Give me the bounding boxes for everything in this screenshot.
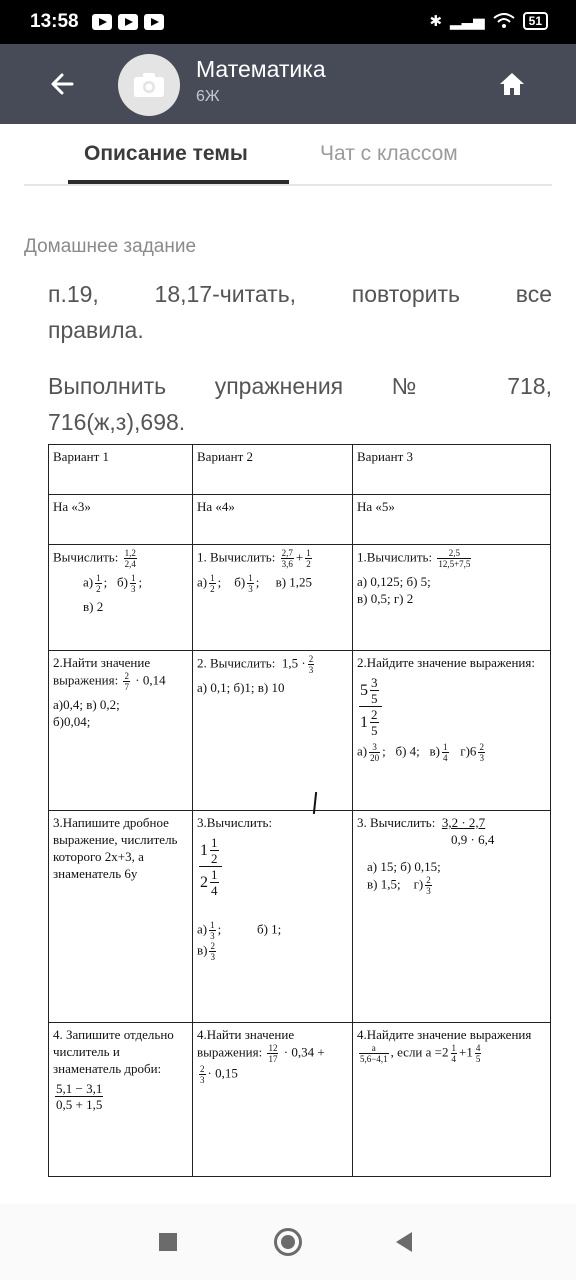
camera-icon xyxy=(133,72,165,98)
task-cell: 2. Вычислить: 1,5 · $\frac{2}{3}$ а) 0,1; б)1; в) 10 xyxy=(193,651,353,811)
active-tab-indicator xyxy=(68,180,289,184)
tab-class-chat[interactable]: Чат с классом xyxy=(320,142,458,165)
complex-fraction: 5 $\frac{3}{5}$ 1 $\frac{2}{5}$ xyxy=(359,675,382,738)
recent-apps-icon[interactable] xyxy=(159,1233,177,1251)
table-header: Вариант 3 xyxy=(353,445,551,495)
grade-cell: На «3» xyxy=(49,495,193,545)
task-title: 1. Вычислить: xyxy=(197,549,276,565)
youtube-icon xyxy=(118,14,138,30)
status-time: 13:58 xyxy=(30,11,79,32)
table-header: Вариант 2 xyxy=(193,445,353,495)
homework-text-line: 716(ж,з),698. xyxy=(48,409,186,435)
answer-options: а) $\frac{1}{2}$ ; б) $\frac{1}{3}$ ; xyxy=(83,573,143,594)
task-title: 1.Вычислить: xyxy=(357,549,433,565)
task-cell: 4.Найдите значение выражения $\frac{a}{5,6-4,1}$ , если а =2 $\frac{1}{4}$ +1 $\frac{4}{5}$ xyxy=(353,1023,551,1177)
task-cell: 1. Вычислить: $\frac{2,7}{3,6}$ + $\frac{1}{2}$ а) $\frac{1}{2}$ ; б) $\frac{1}{3}$ ; в) 1,25 xyxy=(193,545,353,651)
worksheet-image[interactable] xyxy=(48,444,552,1178)
fraction: $\frac{2,7}{3,6}$ xyxy=(281,548,293,569)
back-nav-icon[interactable] xyxy=(396,1232,412,1252)
system-nav-bar xyxy=(0,1204,576,1280)
app-bar xyxy=(0,44,576,124)
task-cell xyxy=(353,545,551,651)
homework-label: Домашнее задание xyxy=(24,236,197,257)
task-title: Вычислить: xyxy=(53,549,119,565)
battery-icon: 51 xyxy=(523,12,548,30)
group-avatar[interactable] xyxy=(118,54,180,116)
task-cell xyxy=(353,651,551,811)
complex-fraction: 1 $\frac{1}{2}$ 2 $\frac{1}{4}$ xyxy=(199,835,222,898)
task-title: 2. Вычислить: xyxy=(197,655,276,671)
status-right xyxy=(429,12,548,30)
fraction: $\frac{1}{2}$ xyxy=(306,548,311,569)
task-cell: 3. Вычислить: 3,2 · 2,7 0,9 · 6,4 а) 15; б) 0,15; в) 1,5; г) $\frac{2}{3}$ xyxy=(353,811,551,1023)
answer-option: в) 2 xyxy=(83,599,104,614)
task-cell xyxy=(49,1023,193,1177)
answer-options: а) $\frac{1}{2}$ ; б) $\frac{1}{3}$ ; в) 1,25 xyxy=(197,573,313,594)
table-header: Вариант 1 xyxy=(49,445,193,495)
task-cell: 2.Найти значение выражения: $\frac{2}{7}$ · 0,14 а)0,4; в) 0,2; б)0,04; xyxy=(49,651,193,811)
answer-options: в) 1,5; г) $\frac{2}{3}$ xyxy=(367,875,431,896)
fraction: $\frac{5,1 - 3,1}{0,5 + 1,5}$ xyxy=(56,1081,103,1112)
home-nav-icon[interactable] xyxy=(274,1228,302,1256)
grade-cell: На «4» xyxy=(193,495,353,545)
answer-options: а) 15; б) 0,15; xyxy=(367,859,441,874)
page-title: Математика xyxy=(196,56,326,82)
task-title: 3.Вычислить: xyxy=(197,815,273,830)
tab-bar xyxy=(24,124,552,186)
back-arrow-icon[interactable] xyxy=(44,66,84,102)
fraction: $\frac{1,2}{2,4}$ xyxy=(124,548,136,569)
youtube-icon xyxy=(144,14,164,30)
task-cell xyxy=(193,811,353,1023)
wifi-icon xyxy=(493,13,515,29)
task-title: 3. Вычислить: xyxy=(357,815,436,830)
answer-options: а) $\frac{1}{3}$ ; б) 1; xyxy=(197,920,282,941)
status-bar xyxy=(0,0,576,44)
grade-cell: На «5» xyxy=(353,495,551,545)
signal-icon: ▂▃▅ xyxy=(450,13,485,30)
task-title: 2.Найдите значение выражения: xyxy=(357,655,535,670)
youtube-icon xyxy=(92,14,112,30)
notification-icons xyxy=(92,14,164,30)
answer-options: в) 0,5; г) 2 xyxy=(357,591,414,606)
homework-text-line: правила. xyxy=(48,317,144,343)
answer-options: б)0,04; xyxy=(53,714,91,729)
homework-text-line: Выполнить упражнения № 718, xyxy=(48,373,552,399)
answer-options: а) 0,125; б) 5; xyxy=(357,574,431,589)
task-cell: 4.Найти значение выражения: $\frac{12}{17}$ · 0,34 + $\frac{2}{3}$ · 0,15 xyxy=(193,1023,353,1177)
answer-options: а) $\frac{3}{20}$ ; б) 4; в) $\frac{1}{4}$ г)6 $\frac{2}{3}$ xyxy=(357,742,484,763)
worksheet-table xyxy=(48,444,551,1177)
task-text: 4. Запишите отдельно числитель и знаменатель дроби: xyxy=(53,1027,174,1076)
class-name: 6Ж xyxy=(196,88,220,105)
home-icon[interactable] xyxy=(496,68,528,100)
tab-description[interactable]: Описание темы xyxy=(84,142,248,165)
answer-options: а)0,4; в) 0,2; xyxy=(53,697,120,712)
task-cell: 3.Напишите дробное выражение, числитель которого 2x+3, а знаменатель 6y xyxy=(49,811,193,1023)
task-title: 2.Найти значение xyxy=(53,655,151,670)
answer-option: в) $\frac{2}{3}$ xyxy=(197,941,215,962)
task-cell xyxy=(49,545,193,651)
bluetooth-icon: ✱ xyxy=(429,13,443,30)
task-title: 4.Найдите значение выражения xyxy=(357,1027,532,1042)
homework-text-line: п.19, 18,17-читать, повторить все xyxy=(48,281,552,307)
answer-options: а) 0,1; б)1; в) 10 xyxy=(197,680,285,695)
fraction: $\frac{2,5}{12,5+7,5}$ xyxy=(438,548,471,569)
task-title: 4.Найти значение xyxy=(197,1027,295,1042)
